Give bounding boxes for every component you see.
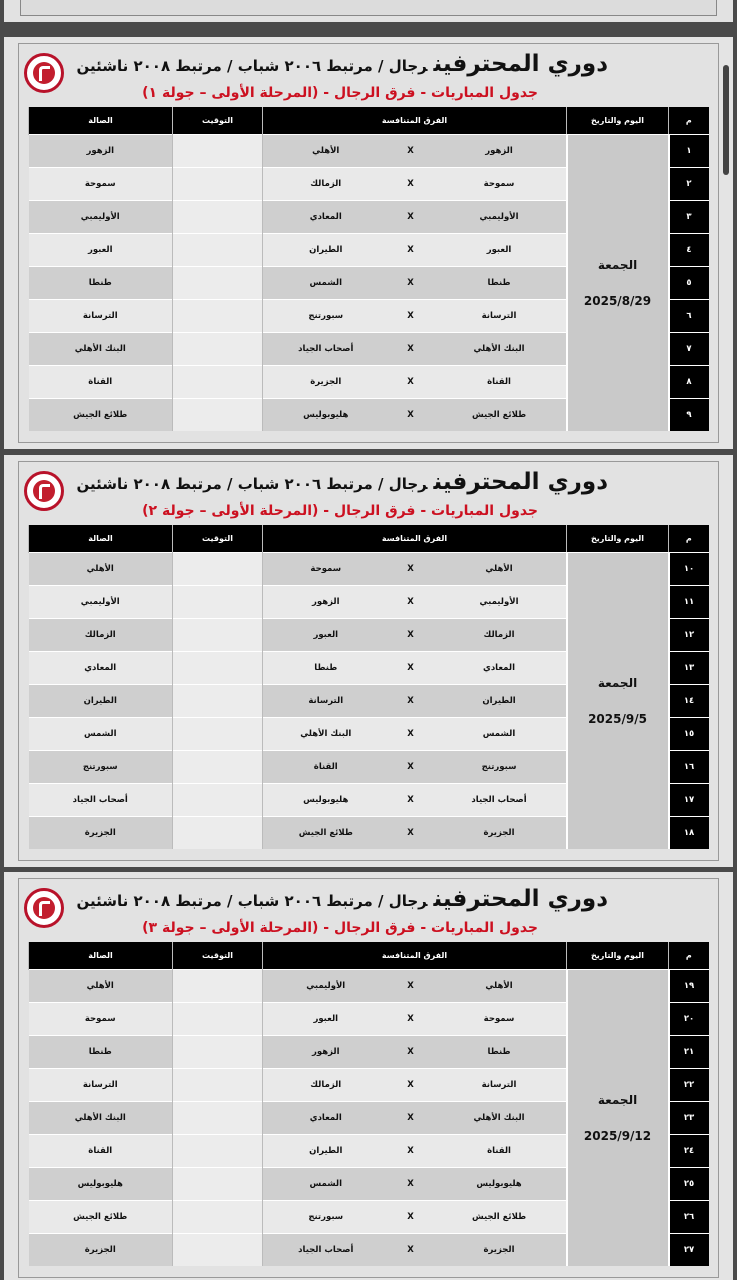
vs-symbol: X <box>389 1002 433 1035</box>
match-time <box>173 167 263 200</box>
vs-symbol: X <box>389 1167 433 1200</box>
match-number: ٩ <box>669 398 709 431</box>
schedule-table <box>28 525 709 849</box>
away-team: الزهور <box>263 585 389 618</box>
away-team: العبور <box>263 618 389 651</box>
match-number: ١٣ <box>669 651 709 684</box>
home-team: هليوبوليس <box>433 1167 567 1200</box>
category-line: رجال / مرتبط ٢٠٠٦ شباب / مرتبط ٢٠٠٨ ناشئين <box>76 475 428 493</box>
away-team: الزهور <box>263 1035 389 1068</box>
vs-symbol: X <box>389 365 433 398</box>
match-day-date <box>567 969 669 1266</box>
away-team: الزمالك <box>263 167 389 200</box>
round-card-1 <box>4 37 733 449</box>
match-number: ٦ <box>669 299 709 332</box>
vs-symbol: X <box>389 1035 433 1068</box>
match-hall: العبور <box>29 233 173 266</box>
home-team: أصحاب الجياد <box>433 783 567 816</box>
vs-symbol: X <box>389 717 433 750</box>
match-hall: الزهور <box>29 134 173 167</box>
home-team: طلائع الجيش <box>433 398 567 431</box>
match-hall: الترسانة <box>29 299 173 332</box>
match-number: ١١ <box>669 585 709 618</box>
round-card-3 <box>4 872 733 1280</box>
col-hall-header: الصالة <box>29 942 173 969</box>
home-team: طنطا <box>433 266 567 299</box>
match-time <box>173 1167 263 1200</box>
table-header-row <box>29 107 709 134</box>
match-hall: الأوليمبي <box>29 200 173 233</box>
match-hall: طنطا <box>29 1035 173 1068</box>
match-number: ١ <box>669 134 709 167</box>
home-team: الطيران <box>433 684 567 717</box>
vs-symbol: X <box>389 1068 433 1101</box>
away-team: الأوليمبي <box>263 969 389 1002</box>
away-team: الشمس <box>263 1167 389 1200</box>
away-team: الزمالك <box>263 1068 389 1101</box>
col-num-header: م <box>669 107 709 134</box>
vs-symbol: X <box>389 1134 433 1167</box>
vs-symbol: X <box>389 783 433 816</box>
vs-symbol: X <box>389 398 433 431</box>
match-number: ٢١ <box>669 1035 709 1068</box>
vs-symbol: X <box>389 585 433 618</box>
match-number: ٤ <box>669 233 709 266</box>
match-time <box>173 266 263 299</box>
league-title <box>77 886 608 912</box>
match-number: ٣ <box>669 200 709 233</box>
match-hall: الأوليمبي <box>29 585 173 618</box>
table-row <box>29 552 709 585</box>
match-time <box>173 783 263 816</box>
away-team: سموحة <box>263 552 389 585</box>
table-row <box>29 134 709 167</box>
away-team: العبور <box>263 1002 389 1035</box>
match-number: ٥ <box>669 266 709 299</box>
vs-symbol: X <box>389 332 433 365</box>
vs-symbol: X <box>389 651 433 684</box>
round-subtitle: جدول المباريات - فرق الرجال - (المرحلة الأولى – جولة ١) <box>142 85 538 101</box>
match-hall: الترسانة <box>29 1068 173 1101</box>
match-time <box>173 1134 263 1167</box>
match-time <box>173 684 263 717</box>
match-number: ١٠ <box>669 552 709 585</box>
vs-symbol: X <box>389 552 433 585</box>
away-team: سبورتنج <box>263 299 389 332</box>
schedule-table <box>28 942 709 1266</box>
match-number: ٢٤ <box>669 1134 709 1167</box>
vs-symbol: X <box>389 969 433 1002</box>
match-time <box>173 585 263 618</box>
vs-symbol: X <box>389 167 433 200</box>
match-time <box>173 332 263 365</box>
match-date: 2025/9/5 <box>588 711 647 726</box>
vs-symbol: X <box>389 233 433 266</box>
league-name: دوري المحترفين <box>433 51 608 77</box>
match-date: 2025/9/12 <box>583 1128 652 1143</box>
away-team: هليوبوليس <box>263 398 389 431</box>
away-team: أصحاب الجياد <box>263 1233 389 1266</box>
home-team: طنطا <box>433 1035 567 1068</box>
match-hall: سموحة <box>29 167 173 200</box>
away-team: الطيران <box>263 233 389 266</box>
away-team: الشمس <box>263 266 389 299</box>
match-number: ١٦ <box>669 750 709 783</box>
vs-symbol: X <box>389 266 433 299</box>
home-team: البنك الأهلي <box>433 332 567 365</box>
match-hall: الجزيرة <box>29 816 173 849</box>
match-number: ٢٥ <box>669 1167 709 1200</box>
match-hall: القناة <box>29 1134 173 1167</box>
away-team: الطيران <box>263 1134 389 1167</box>
match-hall: سموحة <box>29 1002 173 1035</box>
match-time <box>173 1233 263 1266</box>
match-number: ١٤ <box>669 684 709 717</box>
match-hall: هليوبوليس <box>29 1167 173 1200</box>
col-day-date-header: اليوم والتاريخ <box>567 525 669 552</box>
match-number: ٢٢ <box>669 1068 709 1101</box>
day-name: الجمعة <box>597 675 638 690</box>
match-hall: المعادي <box>29 651 173 684</box>
col-hall-header: الصالة <box>29 107 173 134</box>
away-team: طنطا <box>263 651 389 684</box>
away-team: أصحاب الجياد <box>263 332 389 365</box>
category-line: رجال / مرتبط ٢٠٠٦ شباب / مرتبط ٢٠٠٨ ناشئين <box>76 892 428 910</box>
category-line: رجال / مرتبط ٢٠٠٦ شباب / مرتبط ٢٠٠٨ ناشئين <box>76 57 428 75</box>
match-time <box>173 299 263 332</box>
vs-symbol: X <box>389 618 433 651</box>
vs-symbol: X <box>389 1101 433 1134</box>
match-time <box>173 969 263 1002</box>
home-team: الترسانة <box>433 299 567 332</box>
col-teams-header: الفرق المتنافسة <box>263 525 567 552</box>
match-hall: البنك الأهلي <box>29 1101 173 1134</box>
match-time <box>173 1068 263 1101</box>
vs-symbol: X <box>389 816 433 849</box>
home-team: العبور <box>433 233 567 266</box>
match-hall: الطيران <box>29 684 173 717</box>
home-team: الزمالك <box>433 618 567 651</box>
vs-symbol: X <box>389 200 433 233</box>
col-num-header: م <box>669 525 709 552</box>
home-team: سبورتنج <box>433 750 567 783</box>
match-number: ٢٦ <box>669 1200 709 1233</box>
match-number: ٢٧ <box>669 1233 709 1266</box>
home-team: البنك الأهلي <box>433 1101 567 1134</box>
match-time <box>173 398 263 431</box>
home-team: الشمس <box>433 717 567 750</box>
home-team: الأوليمبي <box>433 200 567 233</box>
scrollbar-thumb[interactable] <box>723 65 729 175</box>
match-number: ٨ <box>669 365 709 398</box>
match-time <box>173 552 263 585</box>
col-time-header: التوقيت <box>173 942 263 969</box>
match-time <box>173 200 263 233</box>
match-date: 2025/8/29 <box>583 293 652 308</box>
home-team: الترسانة <box>433 1068 567 1101</box>
match-hall: الزمالك <box>29 618 173 651</box>
match-hall: القناة <box>29 365 173 398</box>
match-time <box>173 365 263 398</box>
home-team: الأوليمبي <box>433 585 567 618</box>
match-number: ١٥ <box>669 717 709 750</box>
home-team: الأهلي <box>433 552 567 585</box>
match-hall: الأهلي <box>29 552 173 585</box>
col-teams-header: الفرق المتنافسة <box>263 107 567 134</box>
table-row <box>29 969 709 1002</box>
match-number: ٢٠ <box>669 1002 709 1035</box>
federation-logo-icon <box>24 888 64 928</box>
away-team: البنك الأهلي <box>263 717 389 750</box>
home-team: سموحة <box>433 1002 567 1035</box>
match-number: ٧ <box>669 332 709 365</box>
home-team: القناة <box>433 1134 567 1167</box>
match-hall: سبورتنج <box>29 750 173 783</box>
away-team: القناة <box>263 750 389 783</box>
away-team: طلائع الجيش <box>263 816 389 849</box>
match-hall: طلائع الجيش <box>29 1200 173 1233</box>
match-time <box>173 750 263 783</box>
away-team: الجزيرة <box>263 365 389 398</box>
away-team: المعادي <box>263 1101 389 1134</box>
match-hall: البنك الأهلي <box>29 332 173 365</box>
match-time <box>173 134 263 167</box>
col-teams-header: الفرق المتنافسة <box>263 942 567 969</box>
col-time-header: التوقيت <box>173 525 263 552</box>
match-time <box>173 1035 263 1068</box>
match-number: ١٧ <box>669 783 709 816</box>
league-title <box>77 469 608 495</box>
schedule-table <box>28 107 709 431</box>
vs-symbol: X <box>389 299 433 332</box>
federation-logo-icon <box>24 53 64 93</box>
match-number: ٢ <box>669 167 709 200</box>
home-team: سموحة <box>433 167 567 200</box>
match-number: ١٨ <box>669 816 709 849</box>
day-name: الجمعة <box>597 1092 638 1107</box>
away-team: سبورتنج <box>263 1200 389 1233</box>
match-time <box>173 233 263 266</box>
league-name: دوري المحترفين <box>433 469 608 495</box>
round-card-2 <box>4 455 733 867</box>
home-team: طلائع الجيش <box>433 1200 567 1233</box>
vs-symbol: X <box>389 1200 433 1233</box>
col-day-date-header: اليوم والتاريخ <box>567 942 669 969</box>
match-day-date <box>567 134 669 431</box>
vs-symbol: X <box>389 684 433 717</box>
match-time <box>173 1200 263 1233</box>
table-header-row <box>29 525 709 552</box>
match-number: ١٢ <box>669 618 709 651</box>
match-hall: الشمس <box>29 717 173 750</box>
match-hall: أصحاب الجياد <box>29 783 173 816</box>
col-hall-header: الصالة <box>29 525 173 552</box>
away-team: الأهلي <box>263 134 389 167</box>
away-team: المعادي <box>263 200 389 233</box>
home-team: الجزيرة <box>433 816 567 849</box>
day-name: الجمعة <box>597 257 638 272</box>
match-time <box>173 1101 263 1134</box>
match-number: ١٩ <box>669 969 709 1002</box>
previous-card-edge <box>4 0 733 22</box>
col-time-header: التوقيت <box>173 107 263 134</box>
match-hall: الجزيرة <box>29 1233 173 1266</box>
league-title <box>77 51 608 77</box>
league-name: دوري المحترفين <box>433 886 608 912</box>
round-subtitle: جدول المباريات - فرق الرجال - (المرحلة الأولى – جولة ٢) <box>142 503 538 519</box>
match-time <box>173 717 263 750</box>
match-number: ٢٣ <box>669 1101 709 1134</box>
round-subtitle: جدول المباريات - فرق الرجال - (المرحلة الأولى – جولة ٣) <box>142 920 538 936</box>
match-time <box>173 618 263 651</box>
col-num-header: م <box>669 942 709 969</box>
away-team: الترسانة <box>263 684 389 717</box>
home-team: الزهور <box>433 134 567 167</box>
match-hall: طلائع الجيش <box>29 398 173 431</box>
home-team: المعادي <box>433 651 567 684</box>
table-header-row <box>29 942 709 969</box>
vs-symbol: X <box>389 1233 433 1266</box>
match-day-date <box>567 552 669 849</box>
vs-symbol: X <box>389 750 433 783</box>
vs-symbol: X <box>389 134 433 167</box>
home-team: الأهلي <box>433 969 567 1002</box>
home-team: القناة <box>433 365 567 398</box>
away-team: هليوبوليس <box>263 783 389 816</box>
match-time <box>173 651 263 684</box>
match-time <box>173 816 263 849</box>
match-hall: الأهلي <box>29 969 173 1002</box>
federation-logo-icon <box>24 471 64 511</box>
match-hall: طنطا <box>29 266 173 299</box>
col-day-date-header: اليوم والتاريخ <box>567 107 669 134</box>
match-time <box>173 1002 263 1035</box>
home-team: الجزيرة <box>433 1233 567 1266</box>
